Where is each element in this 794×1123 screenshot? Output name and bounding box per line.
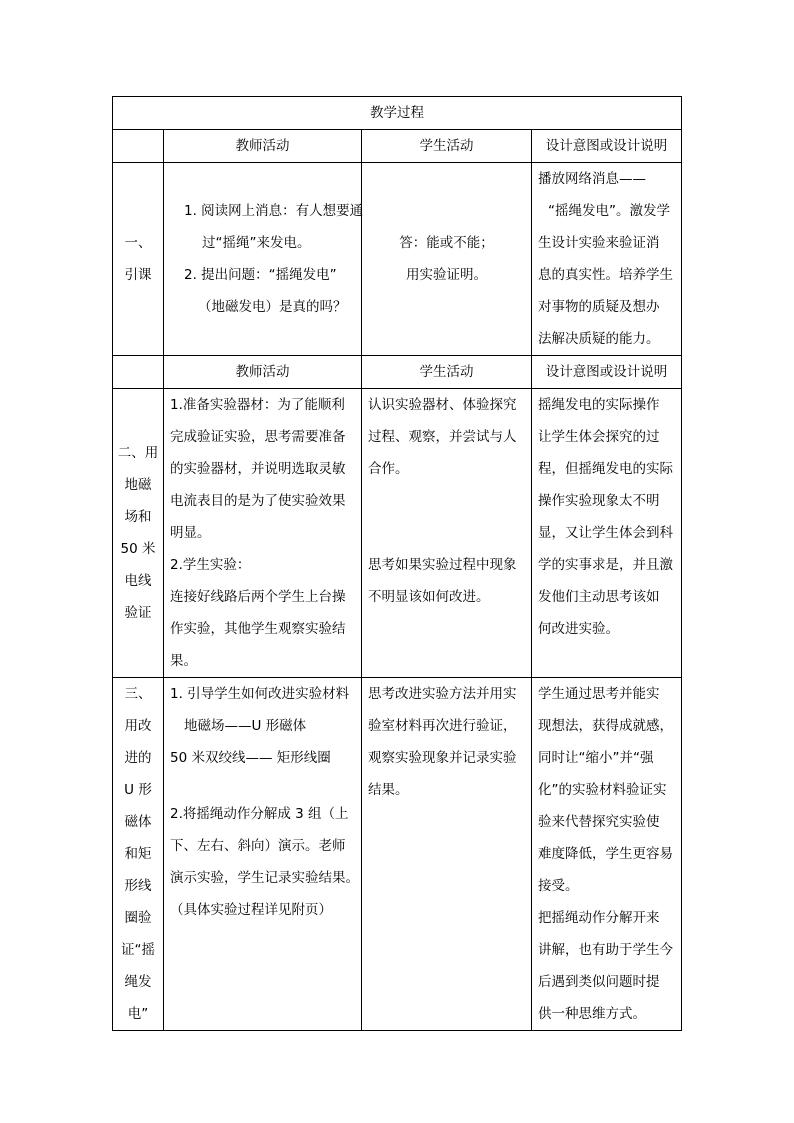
text-line: 接受。 bbox=[538, 878, 579, 894]
text-line: 电流表目的是为了使实验效果 bbox=[170, 493, 346, 509]
student-cell-1 bbox=[362, 163, 532, 356]
stage-line: 圈验 bbox=[124, 910, 152, 926]
stage-line: 场和 bbox=[124, 509, 152, 525]
text-line: 把摇绳动作分解开来 bbox=[538, 910, 660, 926]
stage-line: 二、用 bbox=[117, 445, 159, 461]
text-line: 验来代替探究实验使 bbox=[538, 814, 660, 830]
text-line: 1.准备实验器材：为了能顺利 bbox=[170, 397, 345, 413]
stage-line: 地磁 bbox=[124, 477, 152, 493]
stage-line: 三、 bbox=[124, 686, 152, 702]
stage-line: U 形 bbox=[124, 782, 152, 798]
empty-header-cell bbox=[113, 130, 164, 163]
text-line: 学的实事求是，并且激 bbox=[538, 557, 673, 573]
text-line: 同时让“缩小”并“强 bbox=[538, 750, 654, 766]
text-line: 发他们主动思考该如 bbox=[538, 589, 660, 605]
text-line: 对事物的质疑及想办 bbox=[538, 299, 660, 315]
text-line: 1. 阅读网上消息：有人想要通 bbox=[184, 203, 364, 219]
stage-line: 电线 bbox=[124, 573, 152, 589]
table-title: 教学过程 bbox=[113, 97, 682, 130]
text-line: 难度降低，学生更容易 bbox=[538, 846, 673, 862]
header-teacher: 教师活动 bbox=[164, 356, 362, 389]
header-teacher: 教师活动 bbox=[164, 130, 362, 163]
text-line: 完成验证实验，思考需要准备 bbox=[170, 429, 346, 445]
header-design: 设计意图或设计说明 bbox=[532, 130, 682, 163]
stage-line: 引课 bbox=[124, 267, 152, 283]
text-line: 程，但摇绳发电的实际 bbox=[538, 461, 673, 477]
text-line: 让学生体会探究的过 bbox=[538, 429, 660, 445]
text-line: 摇绳发电的实际操作 bbox=[538, 397, 660, 413]
student-cell-3 bbox=[362, 678, 532, 1031]
header-row-2 bbox=[113, 356, 682, 389]
text-line: 2.将摇绳动作分解成 3 组（上 bbox=[170, 806, 349, 822]
text-line: 50 米双绞线—— 矩形线圈 bbox=[170, 750, 331, 766]
text-line: 后遇到类似问题时提 bbox=[538, 974, 660, 990]
text-line: 验室材料再次进行验证， bbox=[368, 718, 517, 734]
text-line: （具体实验过程详见附页） bbox=[170, 902, 332, 918]
text-line: 连接好线路后两个学生上台操 bbox=[170, 589, 346, 605]
text-line: 2.学生实验： bbox=[170, 557, 251, 573]
stage-cell-2 bbox=[113, 389, 164, 678]
text-line: 何改进实验。 bbox=[538, 621, 619, 637]
spacer bbox=[170, 774, 355, 798]
stage-line: 形线 bbox=[124, 878, 152, 894]
stage-row-1 bbox=[113, 163, 682, 356]
stage-line: 用改 bbox=[124, 718, 152, 734]
design-cell-2 bbox=[532, 389, 682, 678]
text-line: 地磁场——U 形磁体 bbox=[184, 718, 307, 734]
stage-line: 50 米 bbox=[120, 541, 156, 557]
text-line: 思考如果实验过程中现象 bbox=[368, 557, 517, 573]
header-student: 学生活动 bbox=[362, 130, 532, 163]
text-line: 过程、观察，并尝试与人 bbox=[368, 429, 517, 445]
empty-header-cell bbox=[113, 356, 164, 389]
text-line: 1. 引导学生如何改进实验材料 bbox=[170, 686, 350, 702]
stage-line: 进的 bbox=[124, 750, 152, 766]
stage-line: 证“摇 bbox=[121, 942, 155, 958]
stage-row-3 bbox=[113, 678, 682, 1031]
header-row-1 bbox=[113, 130, 682, 163]
teacher-cell-3 bbox=[164, 678, 362, 1031]
text-line: “摇绳发电”。激发学 bbox=[548, 203, 670, 219]
text-line: 答：能或不能； bbox=[399, 235, 494, 251]
text-line: 法解决质疑的能力。 bbox=[538, 331, 660, 347]
text-line: 显，又让学生体会到科 bbox=[538, 525, 673, 541]
text-line: 认识实验器材、体验探究 bbox=[368, 397, 517, 413]
text-line: 2. 提出问题：“摇绳发电” bbox=[184, 267, 337, 283]
text-line: 化”的实验材料验证实 bbox=[538, 782, 667, 798]
text-line: 合作。 bbox=[368, 461, 409, 477]
stage-cell-3 bbox=[113, 678, 164, 1031]
lesson-process-table bbox=[112, 96, 682, 1031]
text-line: 明显。 bbox=[170, 525, 211, 541]
stage-line: 绳发 bbox=[124, 974, 152, 990]
text-line: 果。 bbox=[170, 653, 197, 669]
text-line: 操作实验现象太不明 bbox=[538, 493, 660, 509]
text-line: 用实验证明。 bbox=[406, 267, 487, 283]
text-line: 演示实验，学生记录实验结果。 bbox=[170, 870, 359, 886]
header-design: 设计意图或设计说明 bbox=[532, 356, 682, 389]
text-line: 供一种思维方式。 bbox=[538, 1006, 646, 1022]
stage-line: 电” bbox=[127, 1006, 149, 1022]
design-cell-1 bbox=[532, 163, 682, 356]
stage-line: 磁体 bbox=[124, 814, 152, 830]
text-line: 过“摇绳”来发电。 bbox=[202, 235, 311, 251]
text-line: 息的真实性。培养学生 bbox=[538, 267, 673, 283]
text-line: 作实验，其他学生观察实验结 bbox=[170, 621, 346, 637]
title-row bbox=[113, 97, 682, 130]
spacer bbox=[368, 485, 525, 549]
stage-cell-1 bbox=[113, 163, 164, 356]
text-line: （地磁发电）是真的吗？ bbox=[198, 299, 347, 315]
text-line: 播放网络消息—— bbox=[538, 171, 646, 187]
teacher-cell-2 bbox=[164, 389, 362, 678]
stage-line: 和矩 bbox=[124, 846, 152, 862]
text-line: 思考改进实验方法并用实 bbox=[368, 686, 517, 702]
text-line: 现想法，获得成就感， bbox=[538, 718, 673, 734]
text-line: 学生通过思考并能实 bbox=[538, 686, 660, 702]
student-cell-2 bbox=[362, 389, 532, 678]
stage-line: 验证 bbox=[124, 605, 152, 621]
text-line: 下、左右、斜向）演示。老师 bbox=[170, 838, 346, 854]
text-line: 生设计实验来验证消 bbox=[538, 235, 660, 251]
design-cell-3 bbox=[532, 678, 682, 1031]
stage-row-2 bbox=[113, 389, 682, 678]
stage-line: 一、 bbox=[124, 235, 152, 251]
text-line: 结果。 bbox=[368, 782, 409, 798]
text-line: 的实验器材，并说明选取灵敏 bbox=[170, 461, 346, 477]
text-line: 观察实验现象并记录实验 bbox=[368, 750, 517, 766]
text-line: 讲解，也有助于学生今 bbox=[538, 942, 673, 958]
text-line: 不明显该如何改进。 bbox=[368, 589, 490, 605]
header-student: 学生活动 bbox=[362, 356, 532, 389]
teacher-cell-1 bbox=[164, 163, 362, 356]
